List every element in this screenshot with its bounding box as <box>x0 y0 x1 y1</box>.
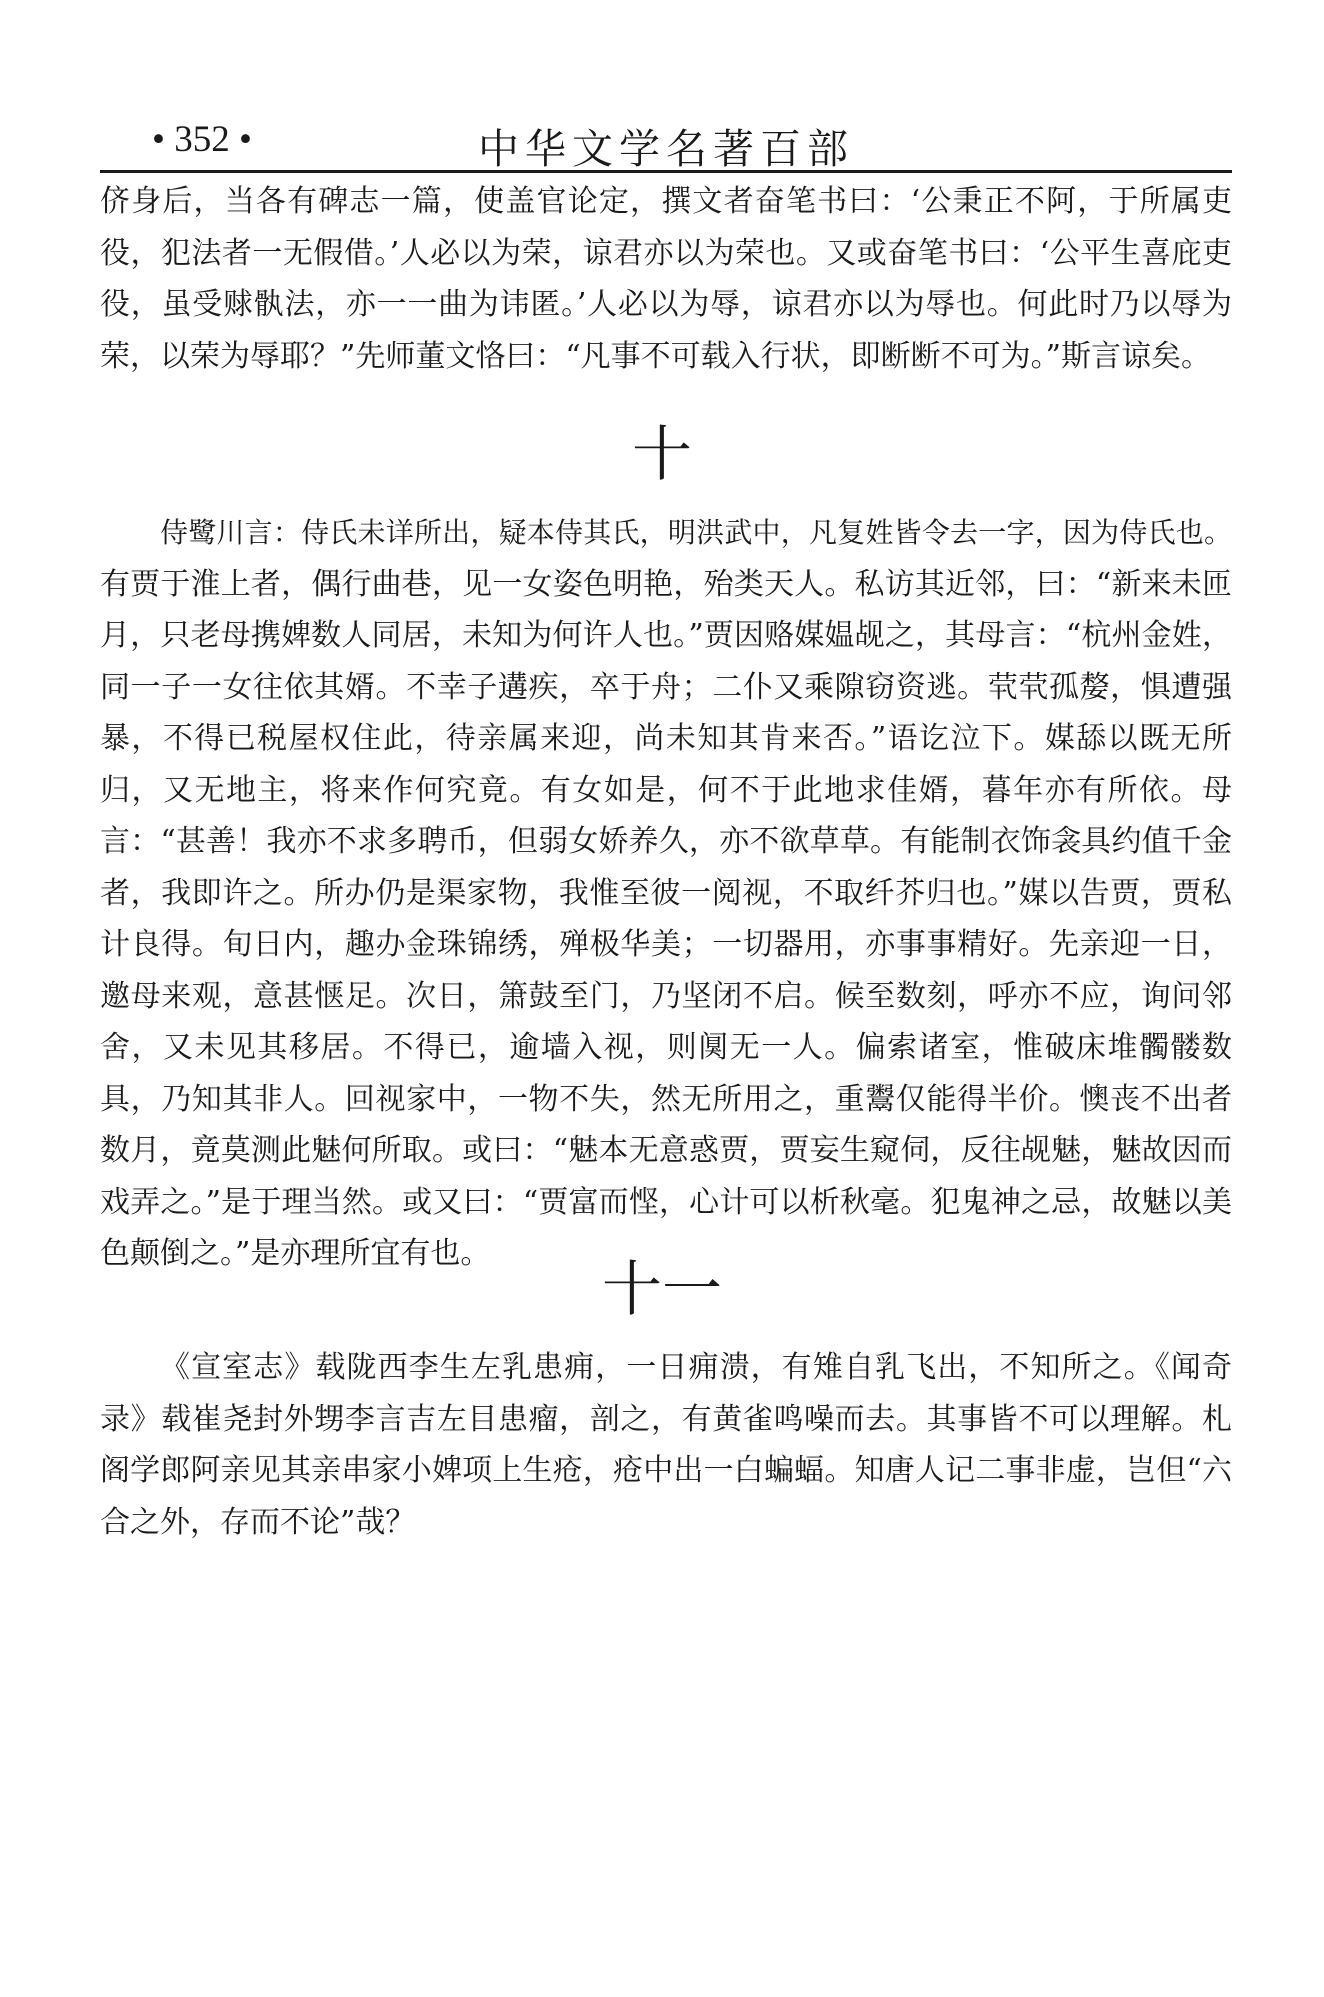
section-number-eleven: 十一 <box>602 1255 722 1325</box>
page-number: • 352 • <box>152 119 252 160</box>
paragraph-section-eleven: 《宣室志》载陇西李生左乳患痈，一日痈溃，有雉自乳飞出，不知所之。《闻奇录》载崔尧封外甥李言吉左目患瘤，剖之，有黄雀鸣噪而去。其事皆不可以理解。札阁学郎阿亲见其亲串家小婢项上生疮，疮中出一白蝙蝠。知唐人记二事非虚，岂但“六合之外，存而不论”哉？ <box>100 1350 1232 1540</box>
book-title: 中华文学名著百部 <box>478 125 854 173</box>
section-number-ten: 十 <box>632 420 692 490</box>
section-ten-body: 有贾于淮上者，偶行曲巷，见一女姿色明艳，殆类天人。私访其近邻，曰：“新来未匝月，只老母携婢数人同居，未知为何许人也。”贾因赂媒媪觇之，其母言：“杭州金姓，同一子一女往依其婿。不幸子遘疾，卒于舟；二仆又乘隙窃资逃。茕茕孤嫠，惧遭强暴，不得已税屋权住此，待亲属来迎，尚未知其肯来否。”语讫泣下。媒舔以既无所归，又无地主，将来作何究竟。有女如是，何不于此地求佳婿，暮年亦有所依。母言：“甚善！我亦不求多聘币，但弱女娇养久，亦不欲草草。有能制衣饰衾具约值千金者，我即许之。所办仍是渠家物，我惟至彼一阅视，不取纤芥归也。”媒以告贾，贾私计良得。旬日内，趣办金珠锦绣，殚极华美；一切器用，亦事事精好。先亲迎一日，邀母来观，意甚惬足。次日，箫鼓至门，乃坚闭不启。候至数刻，呼亦不应，询问邻舍，又未见其移居。不得已，逾墙入视，则阒无一人。偏索诸室，惟破床堆髑髅数具，乃知其非人。回视家中，一物不失，然无所用之，重鬻仅能得半价。懊丧不出者数月，竟莫测此魅何所取。或曰：“魅本无意惑贾，贾妄生窥伺，反往觇魅，魅故因而戏弄之。”是于理当然。或又曰：“贾富而悭，心计可以析秋毫。犯鬼神之忌，故魅以美色颠倒之。”是亦理所宜有也。 <box>100 566 1232 1271</box>
header-rule <box>100 170 1232 173</box>
paragraph-continued: 侪身后，当各有碑志一篇，使盖官论定，撰文者奋笔书曰：‘公秉正不阿，于所属吏役，犯法者一无假借。’人必以为荣，谅君亦以为荣也。又或奋笔书曰：‘公平生喜庇吏役，虽受赇骫法，亦一一曲为讳匿。’人必以为辱，谅君亦以为辱也。何此时乃以辱为荣，以荣为辱耶？”先师董文恪曰：“凡事不可载入行状，即断断不可为。”斯言谅矣。 <box>100 184 1232 374</box>
page-header <box>100 108 1232 173</box>
section-ten-lead: 侍鹭川言：侍氏未详所出，疑本侍其氏，明洪武中，凡复姓皆令去一字，因为侍氏也。 <box>160 516 1232 549</box>
paragraph-section-ten <box>100 507 1232 1280</box>
